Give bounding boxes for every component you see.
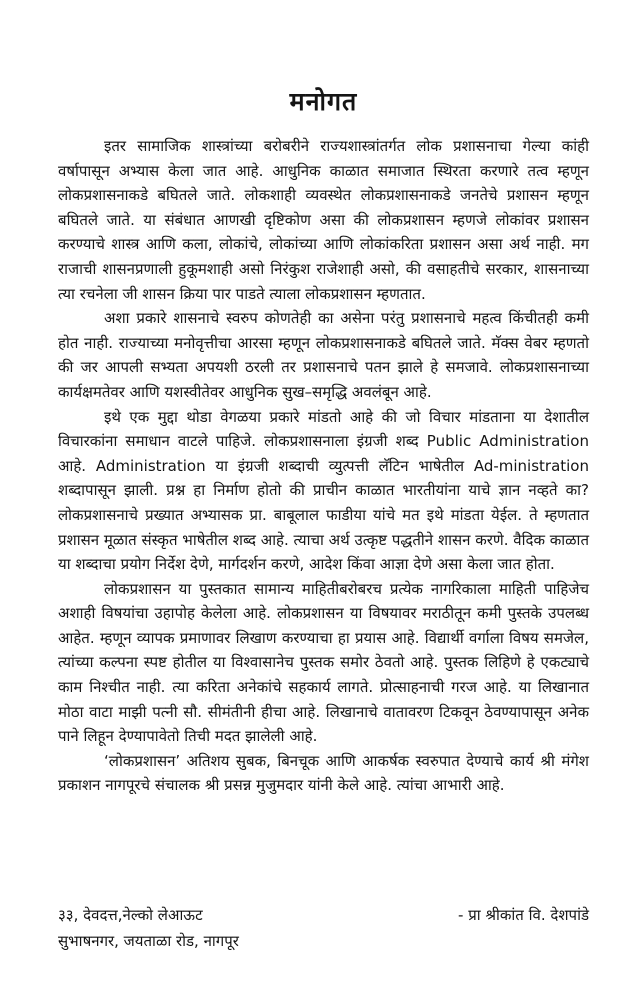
paragraph-1: इतर सामाजिक शास्त्रांच्या बरोबरीने राज्यशास्त्रांतर्गत लोक प्रशासनाचा गेल्या कांही वर्षापासून अभ्यास केला जात आहे. आधुनिक काळात समाजात स्थिरता करणारे तत्व म्हणून लोकप्रशासनाकडे बघितले जाते. लोकशाही व्यवस्थेत लोकप्रशासनाकडे जनतेचे प्रशासन म्हणून बघितले जाते. या संबंधात आणखी दृष्टिकोण असा की लोकप्रशासन म्हणजे लोकांवर प्रशासन करण्याचे शास्त्र आणि कला, लोकांचे, लोकांच्या आणि लोकांकरिता प्रशासन असा अर्थ नाही. मग राजाची शासनप्रणाली हुकूमशाही असो निरंकुश राजेशाही असो, की वसाहतीचे सरकार, शासनाच्या त्या रचनेला जी शासन क्रिया पार पाडते त्याला लोकप्रशासन म्हणतात. <box>58 137 589 303</box>
author-name: - प्रा श्रीकांत वि. देशपांडे <box>458 906 589 924</box>
paragraph-3: इथे एक मुद्दा थोडा वेगळया प्रकारे मांडतो आहे की जो विचार मांडताना या देशातील विचारकांना समाधान वाटले पाहिजे. लोकप्रशासनाला इंग्रजी शब्द Public Administration आहे. Administration या इंग्रजी शब्दाची व्युत्पत्ती लॅटिन भाषेतील Ad-ministration शब्दापासून झाली. प्रश्न हा निर्माण होतो की प्राचीन काळात भारतीयांना याचे ज्ञान नव्हते का? लोकप्रशासनाचे प्रख्यात अभ्यासक प्रा. बाबूलाल फाडीया यांचे मत इथे मांडता येईल. ते म्हणतात प्रशासन मूळात संस्कृत भाषेतील शब्द आहे. त्याचा अर्थ उत्कृष्ट पद्धतीने शासन करणे. वैदिक काळात या शब्दाचा प्रयोग निर्देश देणे, मार्गदर्शन करणे, आदेश किंवा आज्ञा देणे असा केला जात होता. <box>58 407 589 574</box>
paragraph-2: अशा प्रकारे शासनाचे स्वरुप कोणतेही का असेना परंतु प्रशासनाचे महत्व किंचीतही कमी होत नाही. राज्याच्या मनोवृत्तीचा आरसा म्हणून लोकप्रशासनाकडे बघितले जाते. मॅक्स वेबर म्हणतो की जर आपली सभ्यता अपयशी ठरली तर प्रशासनाचे पतन झाले हे समजावे. लोकप्रशासनाच्या कार्यक्षमतेवर आणि यशस्वीतेवर आधुनिक सुख–समृद्धि अवलंबून आहे. <box>58 309 589 401</box>
paragraph-5: ‘लोकप्रशासन’ अतिशय सुबक, बिनचूक आणि आकर्षक स्वरुपात देण्याचे कार्य श्री मंगेश प्रकाशन नागपूरचे संचालक श्री प्रसन्न मुजुमदार यांनी केले आहे. त्यांचा आभारी आहे. <box>58 751 589 795</box>
paragraph-4: लोकप्रशासन या पुस्तकात सामान्य माहितीबरोबरच प्रत्येक नागरिकाला माहिती पाहिजेच अशाही विषयांचा उहापोह केलेला आहे. लोकप्रशासन या विषयावर मराठीतून कमी पुस्तके उपलब्ध आहेत. म्हणून व्यापक प्रमाणावर लिखाण करण्याचा हा प्रयास आहे. विद्यार्थी वर्गाला विषय समजेल, त्यांच्या कल्पना स्पष्ट होतील या विश्वासानेच पुस्तक समोर ठेवतो आहे. पुस्तक लिहिणे हे एकट्याचे काम निश्चीत नाही. त्या करिता अनेकांचे सहकार्य लागते. प्रोत्साहनाची गरज आहे. या लिखानात मोठा वाटा माझी पत्नी सौ. सीमंतीनी हीचा आहे. लिखानाचे वातावरण टिकवून ठेवण्यापासून अनेक पाने लिहून देण्यापावेतो तिची मदत झालेली आहे. <box>58 579 589 746</box>
address-line-1: ३३, देवदत्त,नेल्को लेआऊट <box>58 906 203 924</box>
signature-block <box>58 902 589 954</box>
address-line-2: सुभाषनगर, जयताळा रोड, नागपूर <box>58 932 239 950</box>
page-title: मनोगत <box>289 87 358 116</box>
